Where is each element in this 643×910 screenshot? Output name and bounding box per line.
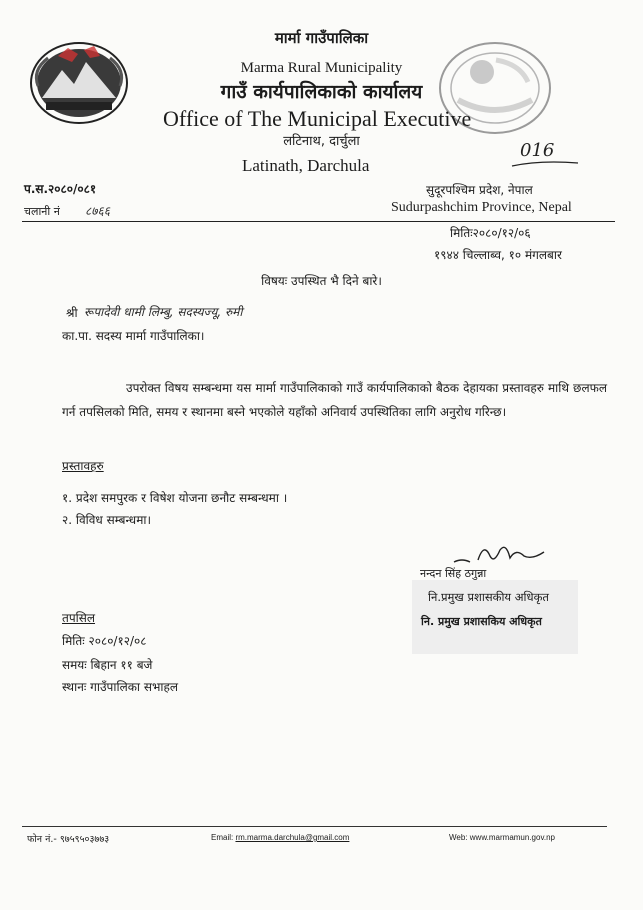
province-en: Sudurpashchim Province, Nepal	[391, 200, 572, 215]
dispatch-number: ८७६६	[85, 204, 110, 218]
dispatch-label: चलानी नं	[24, 205, 60, 218]
office-name-np: गाउँ कार्यपालिकाको कार्यालय	[220, 81, 423, 103]
recipient-name-handwritten: रूपादेवी धामी लिम्बु, सदस्यज्यू, रुमी	[84, 305, 243, 319]
footer-divider	[22, 826, 607, 827]
letter-date: मितिः२०८०/१२/०६	[450, 226, 531, 240]
letter-date-alt: १९४४ चिल्लाब्व, १० मंगलबार	[434, 248, 562, 262]
signatory-name: नन्दन सिंह ठगुन्ना	[420, 567, 487, 580]
footer-email-address[interactable]: rm.marma.darchula@gmail.com	[235, 833, 350, 842]
proposals-heading: प्रस्तावहरु	[62, 459, 104, 473]
proposal-item: १. प्रदेश समपुरक र विषेश योजना छनौट सम्बन्धमा ।	[62, 491, 288, 505]
signature-scribble	[452, 538, 552, 568]
letter-subject: विषयः उपस्थित भै दिने बारे।	[261, 274, 382, 288]
schedule-time: समयः बिहान ११ बजे	[62, 658, 153, 672]
place-en: Latinath, Darchula	[242, 156, 370, 175]
proposal-item: २. विविध सम्बन्धमा।	[62, 513, 152, 527]
letter-body: उपरोक्त विषय सम्बन्धमा यस मार्मा गाउँपालिकाको गाउँ कार्यपालिकाको बैठक देहायका प्रस्तावहरु माथि छलफल गर्न तपसिलको मिति, समय र स्थानमा बस्ने भएकोले यहाँको अनिवार्य उपस्थितिका लागि अनुरोध गरिन्छ।	[62, 381, 607, 419]
office-name-en: Office of The Municipal Executive	[163, 106, 472, 131]
footer-email	[211, 833, 349, 842]
footer-web-address[interactable]: www.marmamun.gov.np	[469, 833, 555, 842]
footer-web	[449, 833, 555, 842]
footer-web-label: Web:	[449, 833, 468, 842]
header-divider	[22, 221, 615, 222]
stamp-text: नि. प्रमुख प्रशासकिय अधिकृत	[421, 615, 542, 628]
recipient-designation: का.पा. सदस्य मार्मा गाउँपालिका।	[62, 329, 205, 343]
handwritten-note: 016	[520, 140, 555, 161]
schedule-date: मितिः २०८०/१२/०८	[62, 634, 147, 648]
schedule-venue: स्थानः गाउँपालिका सभाहल	[62, 680, 179, 694]
footer-email-label: Email:	[211, 833, 234, 842]
place-np: लटिनाथ, दार्चुला	[283, 134, 360, 149]
province-np: सुदूरपश्चिम प्रदेश, नेपाल	[426, 183, 533, 197]
handwritten-underline	[510, 160, 580, 168]
footer-phone: फोन नं.- ९७५९५०३७७३	[27, 834, 110, 845]
municipality-name-np: मार्मा गाउँपालिका	[274, 29, 369, 47]
municipality-name-en: Marma Rural Municipality	[240, 60, 403, 76]
schedule-heading: तपसिल	[62, 611, 96, 625]
reference-number: प.स.२०८०/०८१	[24, 182, 97, 196]
signatory-title: नि.प्रमुख प्रशासकीय अधिकृत	[428, 590, 549, 604]
recipient-prefix: श्री	[66, 306, 78, 320]
